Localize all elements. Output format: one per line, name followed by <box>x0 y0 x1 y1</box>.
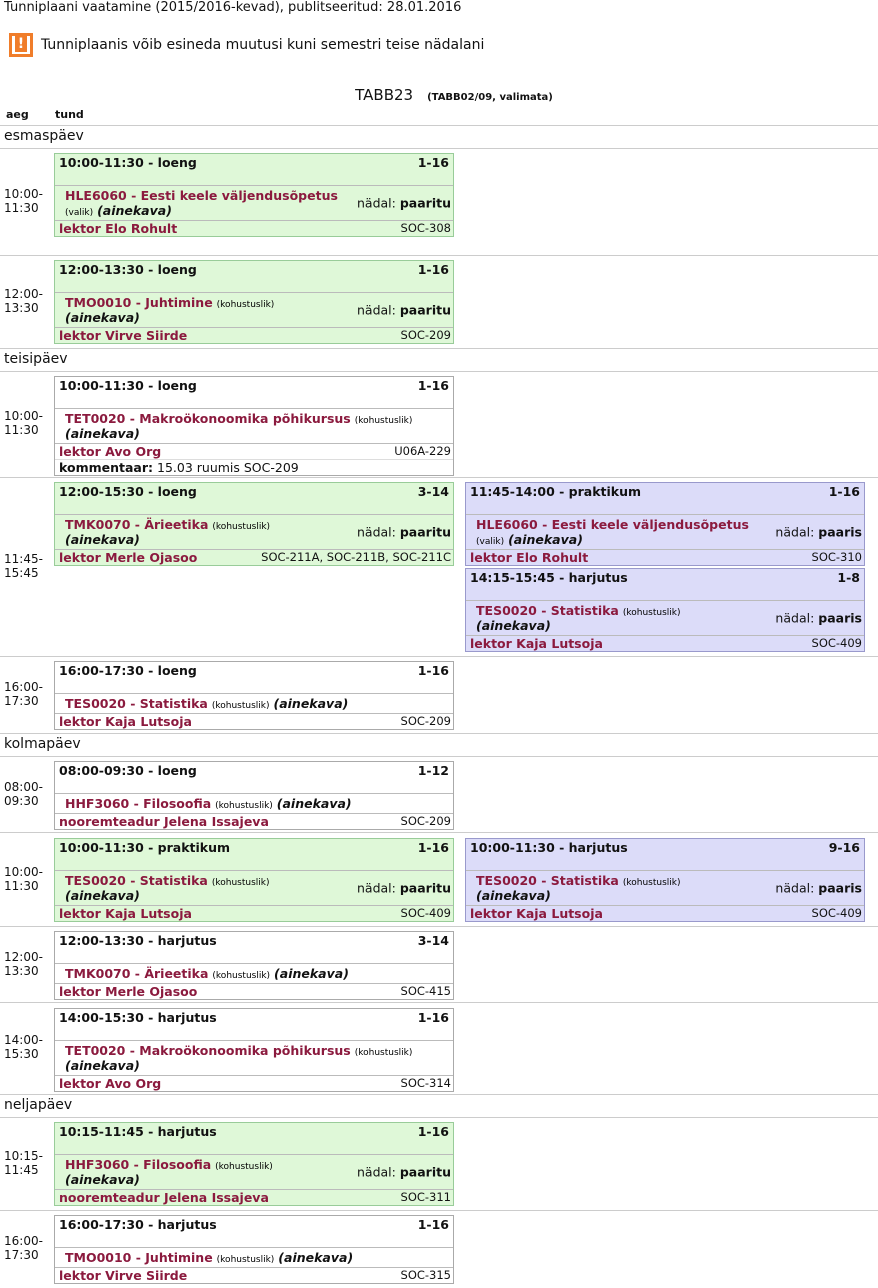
subject-type: (kohustuslik) <box>622 878 681 888</box>
subject-row <box>466 515 864 550</box>
divider <box>0 832 878 833</box>
divider <box>0 1094 878 1095</box>
lecturer-row <box>55 984 453 999</box>
week-parity <box>775 525 862 540</box>
room: SOC-209 <box>400 814 451 828</box>
lecturer-link[interactable]: lektor Kaja Lutsoja <box>470 906 603 921</box>
warning-icon <box>9 33 33 57</box>
lesson-header <box>55 483 453 515</box>
comment-label: kommentaar: <box>59 460 154 475</box>
week-parity <box>357 525 451 540</box>
lecturer-link[interactable]: nooremteadur Jelena Issajeva <box>59 814 269 829</box>
room: SOC-315 <box>400 1268 451 1282</box>
parity-value: paaris <box>818 880 862 896</box>
lesson-time-type: 16:00-17:30 - loeng <box>59 663 197 678</box>
subject-link[interactable]: TET0020 - Makroökonoomika põhikursus <box>65 1043 351 1058</box>
parity-value: paaris <box>818 524 862 540</box>
subject-row <box>55 964 453 984</box>
week-label: nädal: <box>775 524 815 540</box>
ainekava-link[interactable]: (ainekava) <box>97 203 172 218</box>
subject-link[interactable]: TMO0010 - Juhtimine <box>65 1250 213 1265</box>
lecturer-row <box>55 1076 453 1091</box>
subject-type: (kohustuslik) <box>211 701 270 711</box>
lesson-weeks: 1-16 <box>417 1217 449 1232</box>
ainekava-link[interactable]: (ainekava) <box>476 888 551 903</box>
lecturer-link[interactable]: lektor Elo Rohult <box>59 221 178 236</box>
time-slot: 12:00- 13:30 <box>4 950 43 978</box>
lesson-card[interactable] <box>54 838 454 922</box>
week-parity <box>357 881 451 896</box>
lecturer-link[interactable]: lektor Avo Org <box>59 1076 162 1091</box>
divider <box>0 371 878 372</box>
time-slot: 10:00- 11:30 <box>4 865 43 893</box>
divider <box>0 1210 878 1211</box>
lecturer-row <box>55 550 453 565</box>
week-label: nädal: <box>356 1164 396 1180</box>
lesson-time-type: 12:00-13:30 - harjutus <box>59 933 217 948</box>
lecturer-row <box>55 814 453 829</box>
room: SOC-409 <box>811 636 862 650</box>
lesson-weeks: 1-16 <box>417 262 449 277</box>
subject-link[interactable]: HLE6060 - Eesti keele väljendusõpetus <box>65 188 338 203</box>
room: SOC-310 <box>811 550 862 564</box>
lesson-time-type: 10:00-11:30 - praktikum <box>59 840 231 855</box>
parity-value: paaritu <box>399 1164 451 1180</box>
week-parity <box>775 881 862 896</box>
subject-type: (valik) <box>476 537 505 547</box>
lesson-header <box>55 377 453 409</box>
subject-type: (kohustuslik) <box>212 971 271 981</box>
parity-value: paaritu <box>399 880 451 896</box>
week-label: nädal: <box>356 524 396 540</box>
lesson-card[interactable] <box>54 376 454 476</box>
subject-type: (kohustuslik) <box>354 416 413 426</box>
ainekava-link[interactable]: (ainekava) <box>65 1058 140 1073</box>
subject-type: (kohustuslik) <box>622 608 681 618</box>
subject-link[interactable]: TMK0070 - Ärieetika <box>65 517 209 532</box>
divider <box>0 477 878 478</box>
parity-value: paaritu <box>399 302 451 318</box>
subject-type: (valik) <box>65 208 94 218</box>
subject-link[interactable]: TES0020 - Statistika <box>65 873 208 888</box>
lecturer-row <box>55 1190 453 1205</box>
lesson-time-type: 08:00-09:30 - loeng <box>59 763 197 778</box>
lecturer-row <box>55 906 453 921</box>
subject-type: (kohustuslik) <box>211 878 270 888</box>
group-name: TABB23 <box>355 86 414 104</box>
divider <box>0 733 878 734</box>
lecturer-link[interactable]: lektor Virve Siirde <box>59 1268 188 1283</box>
subject-row <box>55 1155 453 1190</box>
lesson-header <box>466 839 864 871</box>
lecturer-link[interactable]: lektor Kaja Lutsoja <box>59 714 192 729</box>
lesson-weeks: 1-16 <box>417 663 449 678</box>
ainekava-link[interactable]: (ainekava) <box>278 1250 354 1265</box>
lesson-card[interactable] <box>54 761 454 830</box>
lesson-header <box>55 662 453 694</box>
lesson-header <box>55 1216 453 1248</box>
week-label: nädal: <box>356 302 396 318</box>
lesson-header <box>55 261 453 293</box>
divider <box>0 125 878 126</box>
subject-link[interactable]: HHF3060 - Filosoofia <box>65 1157 212 1172</box>
lecturer-row <box>55 714 453 729</box>
day-tuesday: teisipäev <box>4 351 68 367</box>
subject-link[interactable]: TMK0070 - Ärieetika <box>65 966 209 981</box>
ainekava-link[interactable]: (ainekava) <box>508 532 583 547</box>
lesson-weeks: 1-16 <box>417 155 449 170</box>
parity-value: paaritu <box>399 195 451 211</box>
lecturer-link[interactable]: lektor Kaja Lutsoja <box>470 636 603 651</box>
divider <box>0 1002 878 1003</box>
lecturer-row <box>466 636 864 651</box>
ainekava-link[interactable]: (ainekava) <box>274 966 349 981</box>
lesson-card[interactable] <box>54 1215 454 1284</box>
lesson-card[interactable] <box>54 1122 454 1206</box>
divider <box>0 348 878 349</box>
lesson-header <box>55 762 453 794</box>
ainekava-link[interactable]: (ainekava) <box>276 796 352 811</box>
room: SOC-308 <box>400 221 451 235</box>
lesson-time-type: 12:00-15:30 - loeng <box>59 484 197 499</box>
subject-row <box>55 186 453 221</box>
subject-link[interactable]: TET0020 - Makroökonoomika põhikursus <box>65 411 351 426</box>
lesson-card[interactable] <box>465 482 865 566</box>
lesson-weeks: 1-16 <box>828 484 860 499</box>
lesson-card[interactable] <box>465 568 865 652</box>
lesson-weeks: 1-8 <box>837 570 860 585</box>
time-slot: 08:00- 09:30 <box>4 780 43 808</box>
lesson-time-type: 11:45-14:00 - praktikum <box>470 484 642 499</box>
time-slot: 16:00- 17:30 <box>4 680 43 708</box>
ainekava-link[interactable]: (ainekava) <box>65 1172 140 1187</box>
subject-link[interactable]: TES0020 - Statistika <box>476 873 619 888</box>
ainekava-link[interactable]: (ainekava) <box>65 310 140 325</box>
day-wednesday: kolmapäev <box>4 736 81 752</box>
time-slot: 10:00- 11:30 <box>4 409 43 437</box>
subject-link[interactable]: HHF3060 - Filosoofia <box>65 796 212 811</box>
week-parity <box>775 611 862 626</box>
page-title: Tunniplaani vaatamine (2015/2016-kevad), publitseeritud: 28.01.2016 <box>4 0 462 15</box>
lesson-time-type: 14:00-15:30 - harjutus <box>59 1010 217 1025</box>
lecturer-link[interactable]: lektor Virve Siirde <box>59 328 188 343</box>
lesson-header <box>466 483 864 515</box>
lesson-weeks: 3-14 <box>417 484 449 499</box>
lesson-weeks: 1-16 <box>417 840 449 855</box>
week-parity <box>357 303 451 318</box>
week-label: nädal: <box>356 880 396 896</box>
lesson-card[interactable] <box>54 260 454 344</box>
notice <box>9 33 484 57</box>
lesson-weeks: 1-12 <box>417 763 449 778</box>
subject-row <box>55 515 453 550</box>
subject-row <box>55 1041 453 1076</box>
lesson-header <box>55 1009 453 1041</box>
subject-link[interactable]: TMO0010 - Juhtimine <box>65 295 213 310</box>
subject-type: (kohustuslik) <box>215 801 273 811</box>
room: SOC-409 <box>811 906 862 920</box>
lecturer-row <box>55 444 453 459</box>
subject-row <box>466 601 864 636</box>
lesson-header <box>55 932 453 964</box>
subject-row <box>55 293 453 328</box>
lesson-weeks: 9-16 <box>828 840 860 855</box>
divider <box>0 148 878 149</box>
subject-type: (kohustuslik) <box>216 300 275 310</box>
time-slot: 10:00- 11:30 <box>4 187 43 215</box>
subject-type: (kohustuslik) <box>215 1162 273 1172</box>
ainekava-link[interactable]: (ainekava) <box>65 888 140 903</box>
ainekava-link[interactable]: (ainekava) <box>476 618 551 633</box>
notice-text: Tunniplaanis võib esineda muutusi kuni semestri teise nädalani <box>41 37 485 53</box>
lesson-time-type: 10:00-11:30 - harjutus <box>470 840 628 855</box>
lesson-weeks: 3-14 <box>417 933 449 948</box>
comment-text: 15.03 ruumis SOC-209 <box>157 460 299 475</box>
lesson-time-type: 10:15-11:45 - harjutus <box>59 1124 217 1139</box>
subject-row <box>55 1248 453 1268</box>
ainekava-link[interactable]: (ainekava) <box>65 532 140 547</box>
lesson-time-type: 12:00-13:30 - loeng <box>59 262 197 277</box>
parity-value: paaritu <box>399 524 451 540</box>
subject-row <box>55 794 453 814</box>
comment-row <box>55 459 453 475</box>
lesson-header <box>466 569 864 601</box>
subject-row <box>55 694 453 714</box>
lecturer-link[interactable]: lektor Merle Ojasoo <box>59 984 198 999</box>
subject-link[interactable]: TES0020 - Statistika <box>65 696 208 711</box>
room: SOC-314 <box>400 1076 451 1090</box>
lesson-header <box>55 154 453 186</box>
column-header-time: aeg <box>6 108 29 121</box>
room: SOC-311 <box>400 1190 451 1204</box>
subject-type: (kohustuslik) <box>354 1048 413 1058</box>
lesson-card[interactable] <box>54 661 454 730</box>
room: SOC-209 <box>400 714 451 728</box>
week-label: nädal: <box>356 195 396 211</box>
lecturer-row <box>55 221 453 236</box>
lesson-time-type: 14:15-15:45 - harjutus <box>470 570 628 585</box>
group-subtitle: (TABB02/09, valimata) <box>427 92 553 103</box>
lecturer-link[interactable]: lektor Avo Org <box>59 444 162 459</box>
lecturer-link[interactable]: nooremteadur Jelena Issajeva <box>59 1190 269 1205</box>
ainekava-link[interactable]: (ainekava) <box>65 426 140 441</box>
lecturer-row <box>55 328 453 343</box>
lesson-card[interactable] <box>54 482 454 566</box>
time-slot: 10:15- 11:45 <box>4 1149 43 1177</box>
subject-row <box>466 871 864 906</box>
lesson-time-type: 10:00-11:30 - loeng <box>59 155 197 170</box>
subject-link[interactable]: TES0020 - Statistika <box>476 603 619 618</box>
lesson-weeks: 1-16 <box>417 378 449 393</box>
subject-link[interactable]: HLE6060 - Eesti keele väljendusõpetus <box>476 517 749 532</box>
week-label: nädal: <box>775 610 815 626</box>
room: U06A-229 <box>394 444 451 458</box>
room: SOC-415 <box>400 984 451 998</box>
time-slot: 12:00- 13:30 <box>4 287 43 315</box>
lecturer-link[interactable]: lektor Merle Ojasoo <box>59 550 198 565</box>
ainekava-link[interactable]: (ainekava) <box>273 696 349 711</box>
lesson-card[interactable] <box>54 1008 454 1092</box>
lesson-header <box>55 1123 453 1155</box>
lecturer-row <box>466 550 864 565</box>
time-slot: 14:00- 15:30 <box>4 1033 43 1061</box>
subject-type: (kohustuslik) <box>216 1255 275 1265</box>
lecturer-link[interactable]: lektor Kaja Lutsoja <box>59 906 192 921</box>
lesson-card[interactable] <box>54 931 454 1000</box>
day-monday: esmaspäev <box>4 128 84 144</box>
divider <box>0 255 878 256</box>
room: SOC-211A, SOC-211B, SOC-211C <box>261 550 451 564</box>
lesson-header <box>55 839 453 871</box>
week-label: nädal: <box>775 880 815 896</box>
lesson-weeks: 1-16 <box>417 1010 449 1025</box>
divider <box>0 926 878 927</box>
group-title <box>0 86 878 104</box>
lesson-card[interactable] <box>465 838 865 922</box>
lecturer-link[interactable]: lektor Elo Rohult <box>470 550 589 565</box>
column-header-lesson: tund <box>55 108 84 121</box>
parity-value: paaris <box>818 610 862 626</box>
subject-row <box>55 871 453 906</box>
divider <box>0 756 878 757</box>
time-slot: 11:45- 15:45 <box>4 552 43 580</box>
subject-row <box>55 409 453 444</box>
day-thursday: neljapäev <box>4 1097 73 1113</box>
divider <box>0 656 878 657</box>
divider <box>0 1117 878 1118</box>
lesson-weeks: 1-16 <box>417 1124 449 1139</box>
lecturer-row <box>466 906 864 921</box>
subject-type: (kohustuslik) <box>212 522 271 532</box>
lesson-time-type: 16:00-17:30 - harjutus <box>59 1217 217 1232</box>
room: SOC-409 <box>400 906 451 920</box>
lecturer-row <box>55 1268 453 1283</box>
time-slot: 16:00- 17:30 <box>4 1234 43 1262</box>
room: SOC-209 <box>400 328 451 342</box>
lesson-card[interactable] <box>54 153 454 237</box>
week-parity <box>357 196 451 211</box>
week-parity <box>357 1165 451 1180</box>
lesson-time-type: 10:00-11:30 - loeng <box>59 378 197 393</box>
